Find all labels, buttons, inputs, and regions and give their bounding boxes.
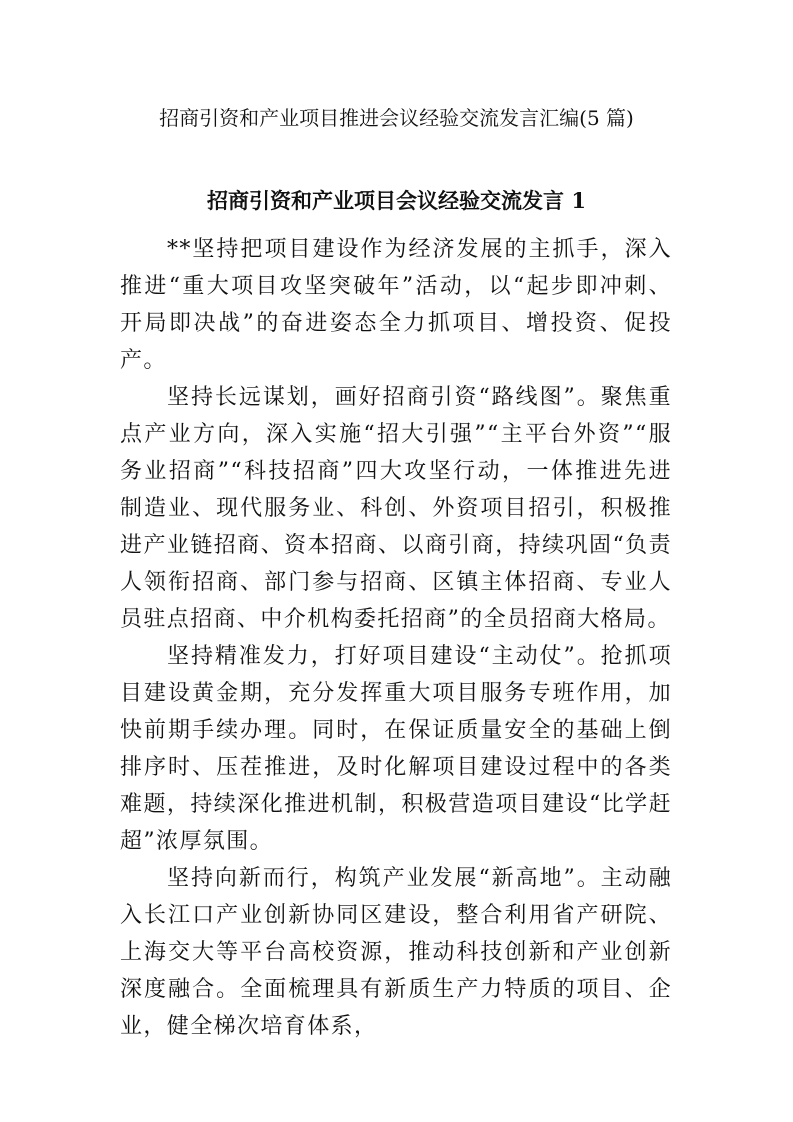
paragraph-new-industry: 坚持向新而行，构筑产业发展“新高地”。主动融入长江口产业创新协同区建设，整合利用省产研院、上海交大等平台高校资源，推动科技创新和产业创新深度融合。全面梳理具有新质生产力特质的项目、企业，健全梯次培育体系，	[120, 866, 672, 1039]
paragraph-investment-roadmap: 坚持长远谋划，画好招商引资“路线图”。聚焦重点产业方向，深入实施“招大引强”“主平台外资”“服务业招商”“科技招商”四大攻坚行动，一体推进先进制造业、现代服务业、科创、外资项目招引，积极推进产业链招商、资本招商、以商引商，持续巩固“负责人领衔招商、部门参与招商、区镇主体招商、专业人员驻点招商、中介机构委托招商”的全员招商大格局。	[120, 385, 672, 632]
document-title: 招商引资和产业项目推进会议经验交流发言汇编(5 篇)	[159, 106, 634, 130]
body-text	[120, 231, 672, 1045]
section-title: 招商引资和产业项目会议经验交流发言 1	[207, 188, 586, 213]
paragraph-intro: **坚持把项目建设作为经济发展的主抓手，深入推进“重大项目攻坚突破年”活动，以“起步即冲刺、开局即决战”的奋进姿态全力抓项目、增投资、促投产。	[120, 237, 672, 373]
paragraph-project-construction: 坚持精准发力，打好项目建设“主动仗”。抢抓项目建设黄金期，充分发挥重大项目服务专班作用，加快前期手续办理。同时，在保证质量安全的基础上倒排序时、压茬推进，及时化解项目建设过程中的各类难题，持续深化推进机制，积极营造项目建设“比学赶超”浓厚氛围。	[120, 644, 672, 854]
